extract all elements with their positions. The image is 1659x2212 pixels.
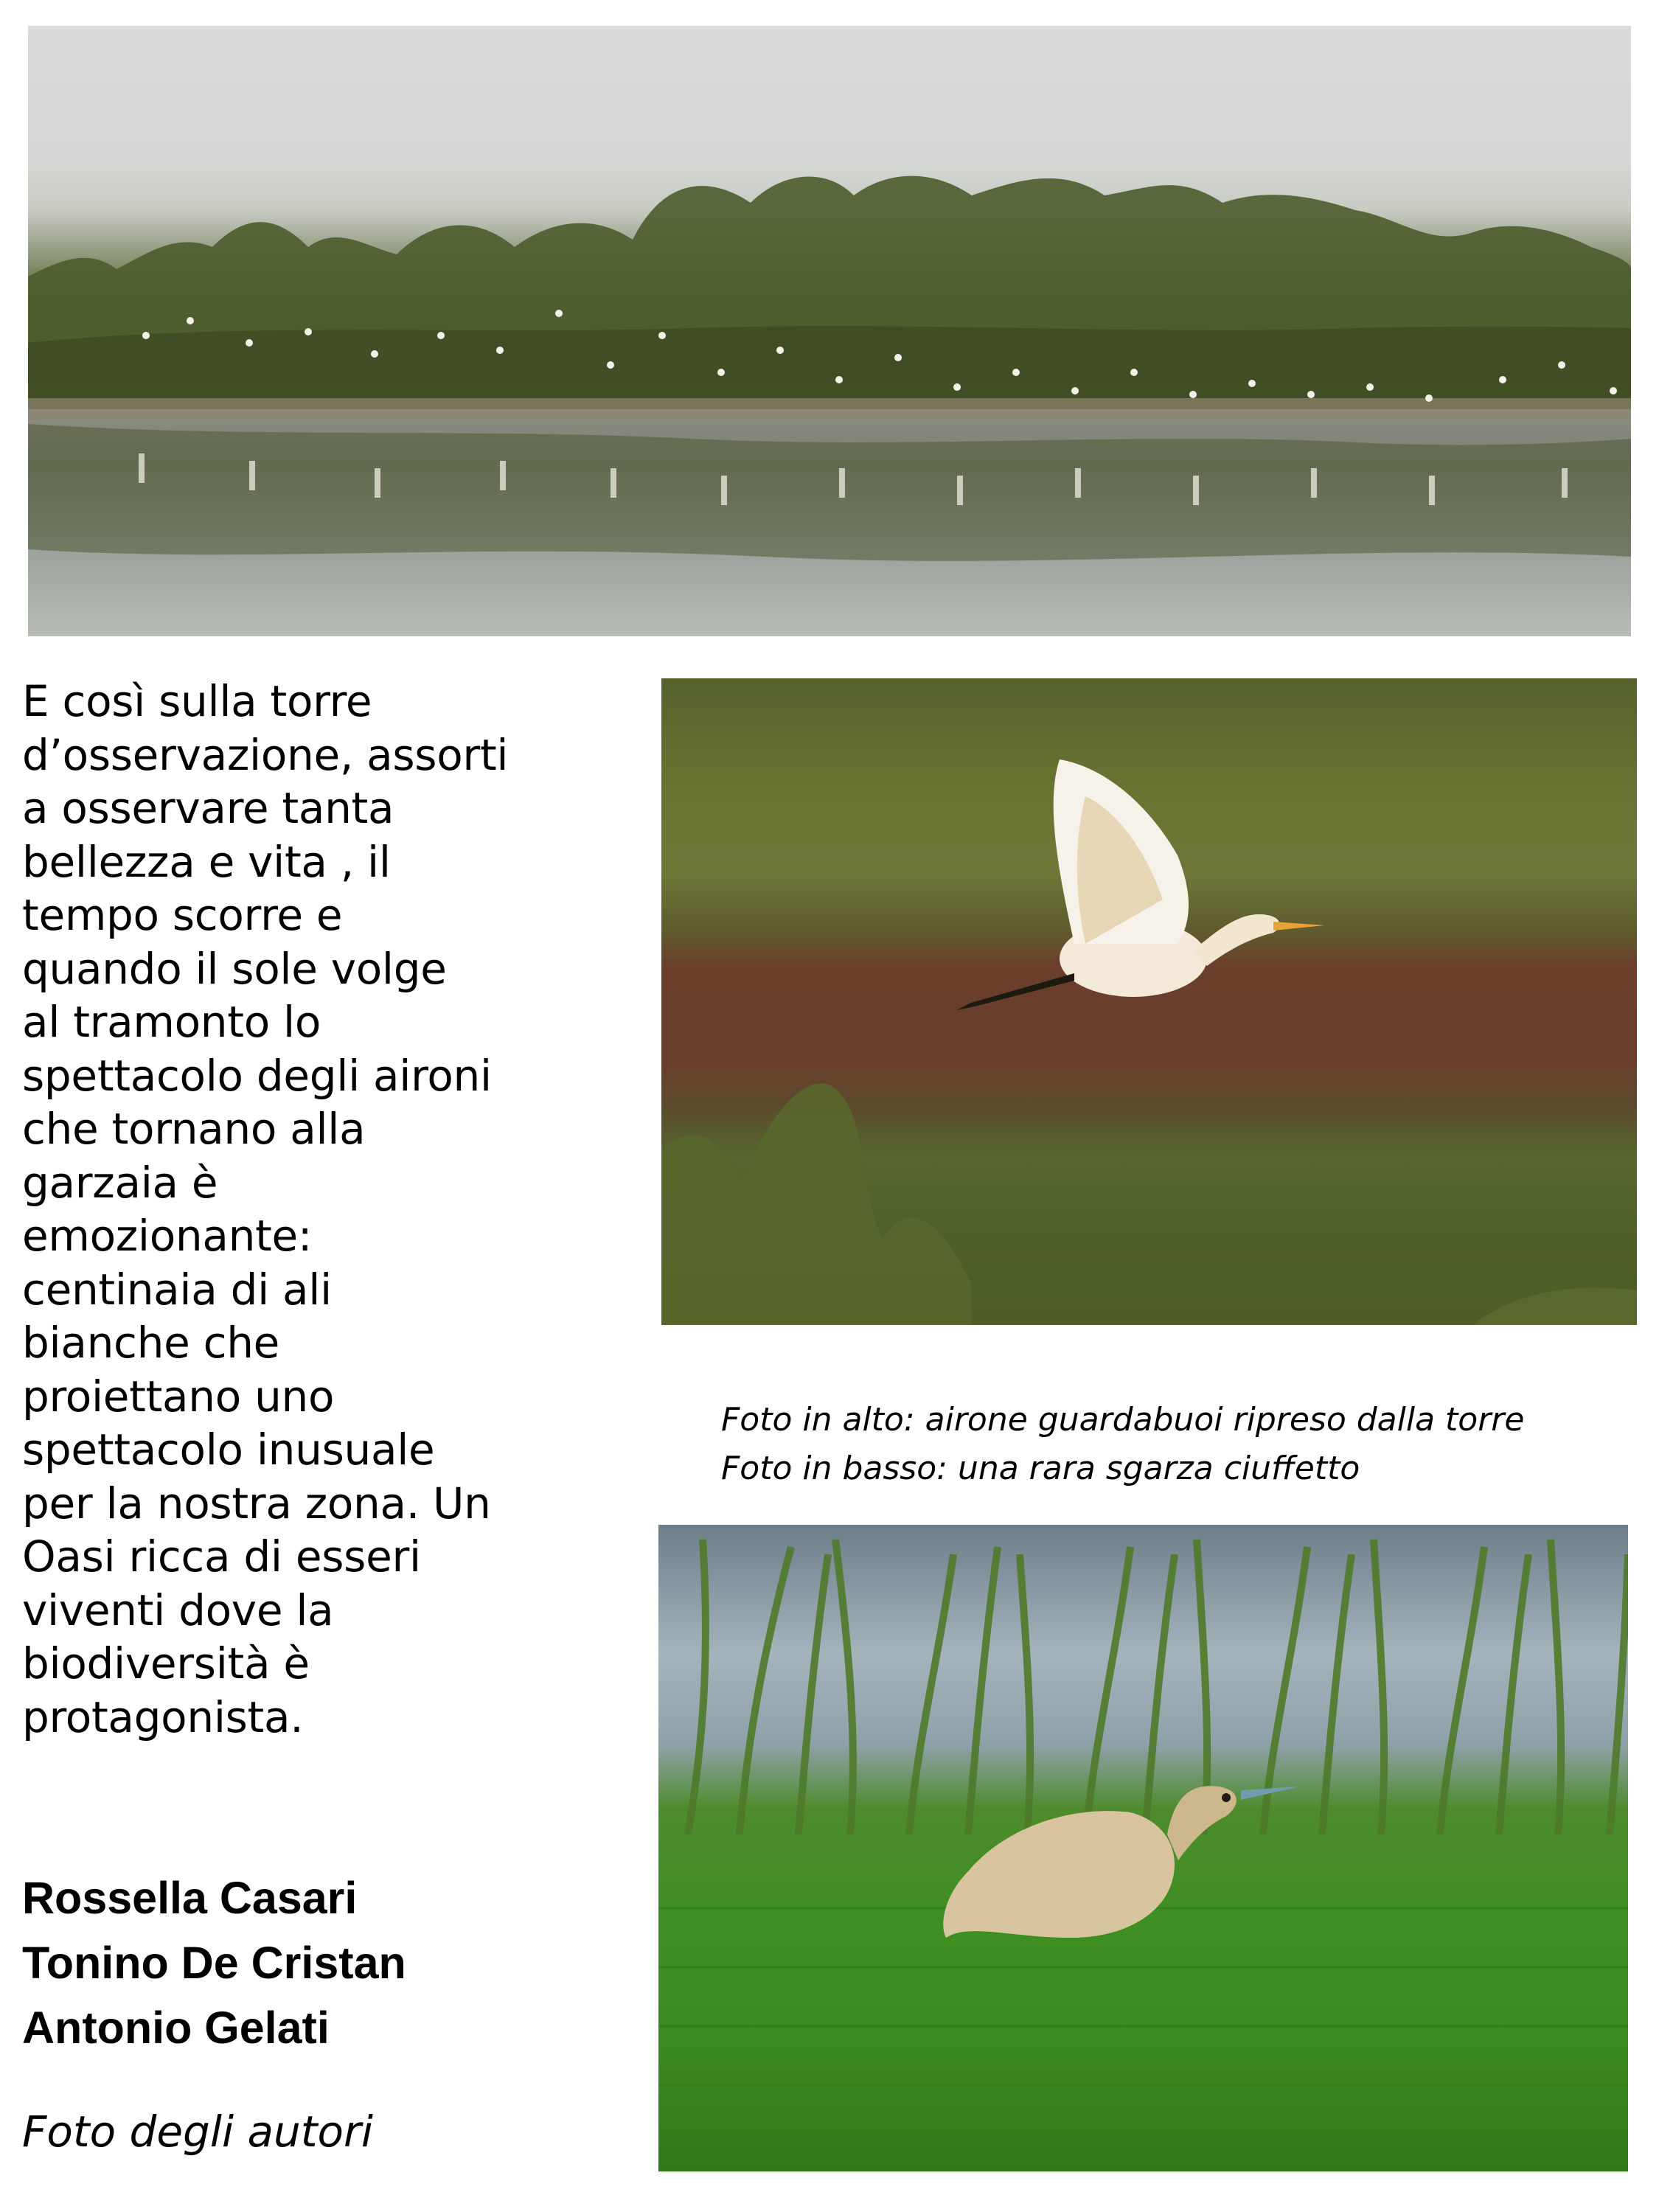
photo-captions bbox=[721, 1396, 1635, 1493]
author-1: Rossella Casari bbox=[22, 1873, 358, 1923]
panorama-photo-egrets-lake bbox=[28, 26, 1631, 636]
egret-illustration bbox=[661, 678, 1637, 1325]
author-2: Tonino De Cristan bbox=[22, 1938, 406, 1988]
heron-illustration bbox=[658, 1525, 1628, 2171]
caption-bottom-photo: Foto in basso: una rara sgarza ciuffetto bbox=[721, 1450, 1360, 1487]
panorama-illustration bbox=[28, 26, 1631, 636]
caption-top-photo: Foto in alto: airone guardabuoi ripreso dalla torre bbox=[721, 1401, 1525, 1439]
photo-squacco-heron bbox=[658, 1525, 1628, 2171]
authors-list bbox=[22, 1865, 612, 2060]
photo-cattle-egret-flight bbox=[661, 678, 1637, 1325]
author-3: Antonio Gelati bbox=[22, 2003, 330, 2053]
article-body: E così sulla torre d’osservazione, assorti a osservare tanta bellezza e vita , il tempo scorre e quando il sole volge al tramonto lo spettacolo degli aironi che tornano alla garzaia è emozionante: centinaia di ali bianche che proiettano uno spettacolo inusuale per la nostra zona. Un Oasi ricca di esseri viventi dove la biodiversità è protagonista. bbox=[22, 676, 509, 1742]
photo-credit: Foto degli autori bbox=[22, 2107, 373, 2157]
